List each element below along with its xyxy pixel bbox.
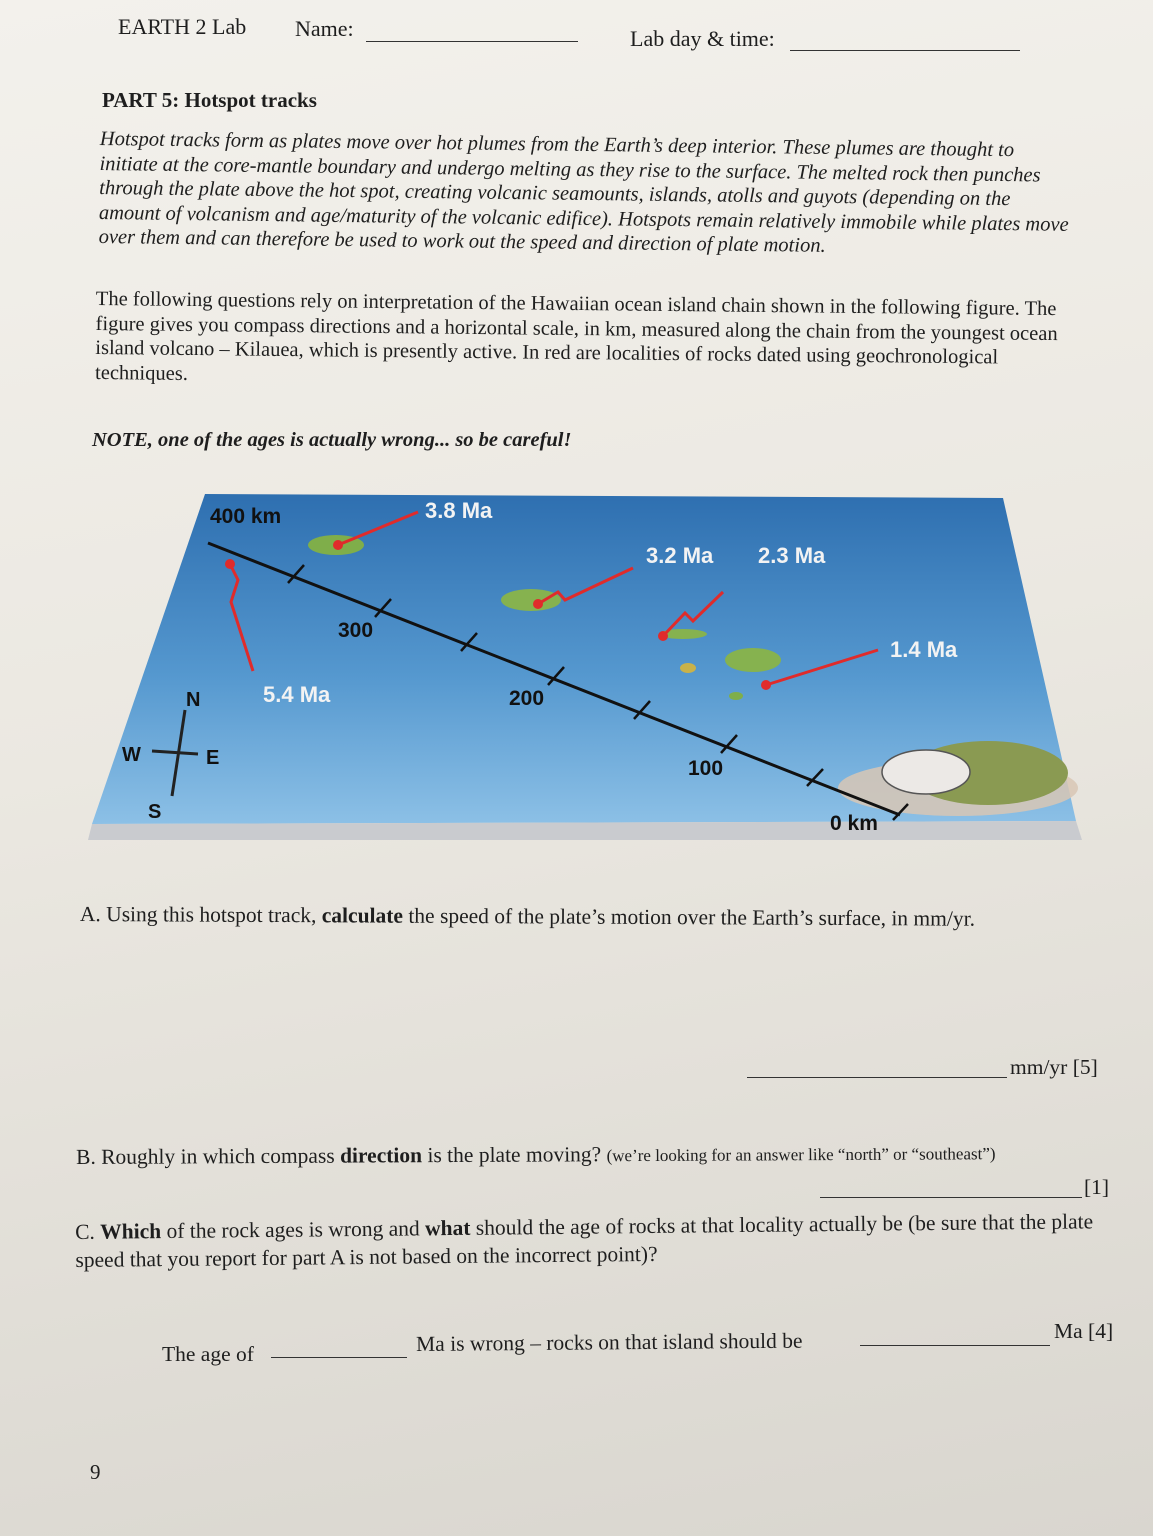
scale-label-400: 400 km [210,505,282,528]
compass-north: N [186,689,201,711]
lab-day-field[interactable] [790,50,1020,51]
wrong-age-field[interactable] [271,1357,407,1358]
note-warning: NOTE, one of the ages is actually wrong... so be careful! [92,429,572,451]
intro-paragraph: Hotspot tracks form as plates move over hot plumes from the Earth’s deep interior. These plumes are thought to initiate at the core-mantle boundary and undergo melting as they rise to the surface. The melted rock then punches through the plate above the hot spot, creating volcanic seamounts, islands, atolls and guyots (depending on the amount of volcanism and age/maturity of the volcanic edifice). Hotspots remain relatively immobile while plates move over them and can therefore be used to work out the speed and direction of plate motion. [98,127,1069,257]
answer-a-unit: mm/yr [5] [1010,1055,1098,1079]
instructions-paragraph: The following questions rely on interpretation of the Hawaiian ocean island chain shown in the following figure. The figure gives you compass directions and a horizontal scale, in km, measured along the chain from the youngest ocean island volcano – Kilauea, which is presently active. In red are localities of rocks dated using geochronological techniques. [94,287,1058,385]
age-label-2-3: 2.3 Ma [758,543,826,568]
scale-label-300: 300 [338,619,374,642]
age-of-label: The age of [162,1342,254,1366]
compass-south: S [148,801,162,823]
answer-b-points: [1] [1084,1175,1110,1199]
name-field[interactable] [366,41,578,42]
wrong-age-text: Ma is wrong – rocks on that island should be [416,1328,803,1356]
kilauea-plume [882,750,970,794]
compass-west: W [122,744,141,766]
correct-age-field[interactable] [860,1345,1050,1346]
name-label: Name: [295,16,354,41]
part-title: PART 5: Hotspot tracks [102,88,317,112]
island-lanai [680,663,696,673]
lab-day-label: Lab day & time: [630,26,775,51]
answer-b-field[interactable] [820,1197,1082,1198]
island-oahu [501,589,561,611]
course-title: EARTH 2 Lab [118,14,247,39]
scale-label-0: 0 km [830,812,878,835]
answer-a-field[interactable] [747,1077,1007,1078]
hotspot-map-figure [88,488,1084,848]
scale-label-100: 100 [688,757,724,780]
page-number: 9 [90,1460,101,1484]
age-label-3-2: 3.2 Ma [646,543,714,568]
age-label-1-4: 1.4 Ma [890,637,958,662]
ocean-panel-edge [88,821,1082,840]
age-label-3-8: 3.8 Ma [425,498,493,523]
island-kahoolawe [729,692,743,700]
question-b: B. Roughly in which compass direction is the plate moving? (we’re looking for an answer like “north” or “southeast”) [76,1142,996,1169]
question-c: C. Which of the rock ages is wrong and what should the age of rocks at that locality actually be (be sure that the plate speed that you report for part A is not based on the incorrect point)? [75,1209,1094,1272]
scale-label-200: 200 [509,687,545,710]
compass-east: E [206,747,220,769]
age-label-5-4: 5.4 Ma [263,682,331,707]
question-a: A. Using this hotspot track, calculate the speed of the plate’s motion over the Earth’s surface, in mm/yr. [79,902,976,931]
answer-c-points: Ma [4] [1054,1319,1114,1343]
island-maui [725,648,781,672]
